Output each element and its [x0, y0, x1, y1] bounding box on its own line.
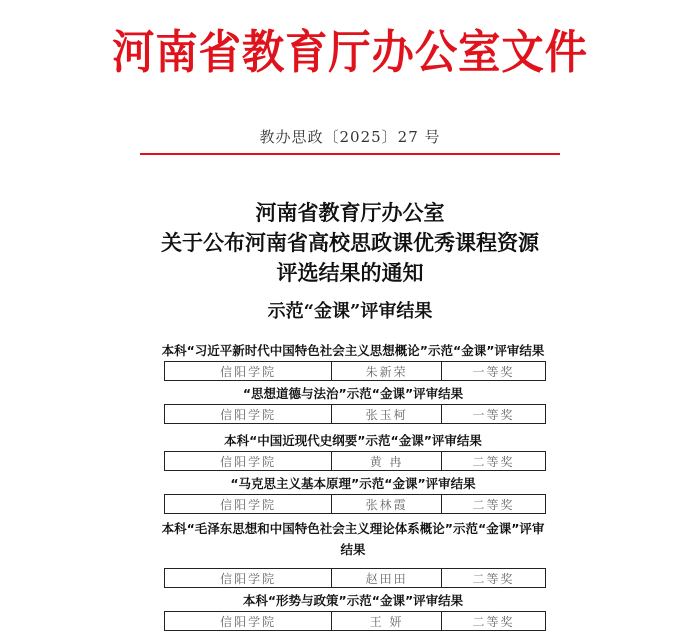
- name-cell: 朱新荣: [332, 362, 442, 381]
- award-table: [164, 451, 546, 471]
- award-cell: 一等奖: [442, 405, 546, 424]
- school-cell: 信阳学院: [165, 569, 332, 588]
- school-cell: 信阳学院: [165, 495, 332, 514]
- document-masthead: 河南省教育厅办公室文件: [112, 25, 588, 79]
- name-cell: 王 妍: [332, 612, 442, 631]
- category-title: 本科“毛泽东思想和中国特色社会主义理论体系概论”示范“金课”评审结果: [161, 521, 545, 557]
- notice-title-line-1: 河南省教育厅办公室: [255, 200, 445, 225]
- name-cell: 张玉柯: [332, 405, 442, 424]
- name-cell: 黄 冉: [332, 452, 442, 471]
- award-table: [164, 404, 546, 424]
- category-title: “思想道德与法治”示范“金课”评审结果: [242, 386, 464, 401]
- award-table: [164, 568, 546, 588]
- table-row: [165, 612, 546, 631]
- name-cell: 赵田田: [332, 569, 442, 588]
- category-title: 本科“习近平新时代中国特色社会主义思想概论”示范“金课”评审结果: [161, 343, 545, 358]
- school-cell: 信阳学院: [165, 452, 332, 471]
- table-row: [165, 405, 546, 424]
- award-cell: 二等奖: [442, 612, 546, 631]
- school-cell: 信阳学院: [165, 405, 332, 424]
- award-cell: 一等奖: [442, 362, 546, 381]
- notice-title: [0, 198, 700, 288]
- award-cell: 二等奖: [442, 495, 546, 514]
- category-title: 本科“形势与政策”示范“金课”评审结果: [242, 593, 464, 608]
- document-number: 教办思政〔2025〕27 号: [259, 128, 441, 146]
- award-cell: 二等奖: [442, 452, 546, 471]
- notice-title-line-2: 关于公布河南省高校思政课优秀课程资源: [161, 230, 539, 255]
- school-cell: 信阳学院: [165, 362, 332, 381]
- award-cell: 二等奖: [442, 569, 546, 588]
- award-table: [164, 494, 546, 514]
- category-title: 本科“中国近现代史纲要”示范“金课”评审结果: [224, 433, 482, 448]
- category-title: “马克思主义基本原理”示范“金课”评审结果: [230, 476, 476, 491]
- school-cell: 信阳学院: [165, 612, 332, 631]
- section-title: 示范“金课”评审结果: [267, 301, 433, 322]
- award-table: [164, 361, 546, 381]
- table-row: [165, 569, 546, 588]
- name-cell: 张林霞: [332, 495, 442, 514]
- table-row: [165, 495, 546, 514]
- table-row: [165, 452, 546, 471]
- award-table: [164, 611, 546, 631]
- table-row: [165, 362, 546, 381]
- red-divider-line: [140, 153, 560, 155]
- results-list: [160, 342, 546, 635]
- notice-title-line-3: 评选结果的通知: [276, 260, 424, 285]
